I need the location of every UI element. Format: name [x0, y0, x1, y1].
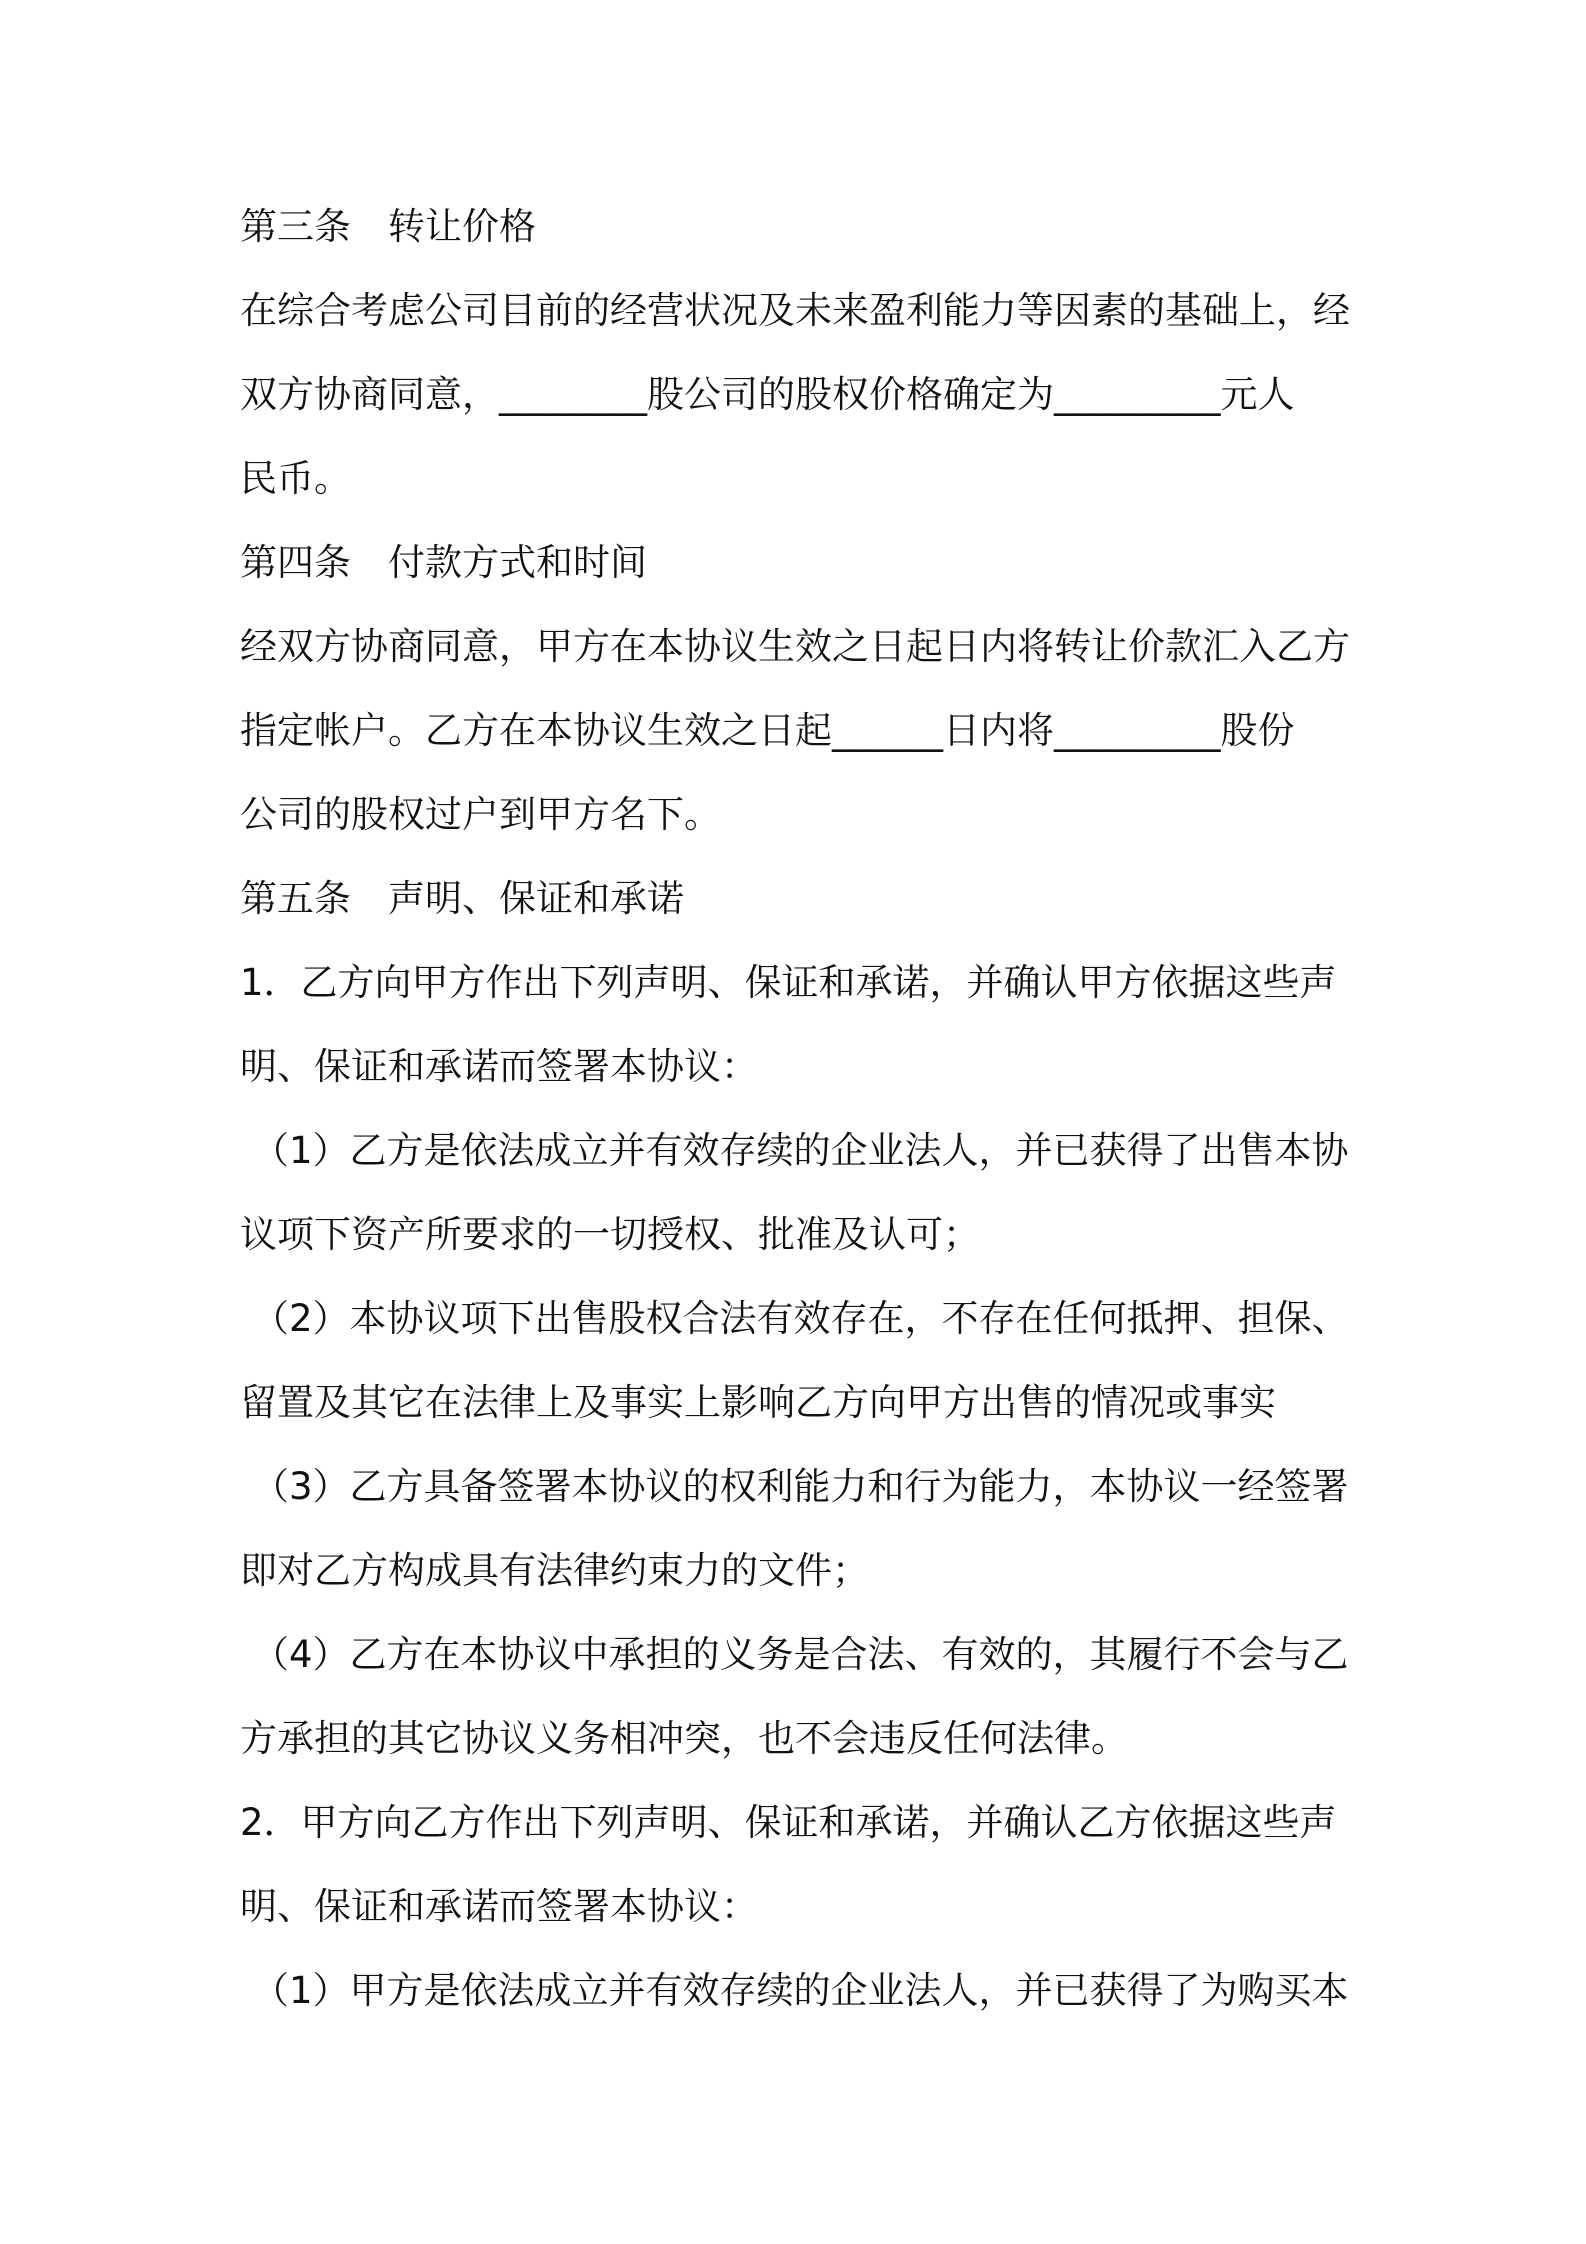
sub-clause-line: （4）乙方在本协议中承担的义务是合法、有效的，其履行不会与乙: [252, 1633, 1349, 1676]
article-5-heading: 第五条 声明、保证和承诺: [240, 877, 684, 920]
paragraph-line: 民币。: [240, 457, 351, 500]
paragraph-line: 经双方协商同意，甲方在本协议生效之日起日内将转让价款汇入乙方: [240, 625, 1350, 668]
sub-clause-line: （3）乙方具备签署本协议的权利能力和行为能力，本协议一经签署: [252, 1465, 1349, 1508]
paragraph-line: 指定帐户。乙方在本协议生效之日起______日内将_________股份: [240, 709, 1295, 752]
clause-2-line: 2．甲方向乙方作出下列声明、保证和承诺，并确认乙方依据这些声: [240, 1801, 1337, 1844]
paragraph-line: 双方协商同意，________股公司的股权价格确定为_________元人: [240, 373, 1295, 416]
article-3-heading: 第三条 转让价格: [240, 205, 536, 248]
sub-clause-line: 即对乙方构成具有法律约束力的文件；: [240, 1549, 869, 1592]
sub-clause-line: 方承担的其它协议义务相冲突，也不会违反任何法律。: [240, 1717, 1128, 1760]
clause-1-line: 1．乙方向甲方作出下列声明、保证和承诺，并确认甲方依据这些声: [240, 961, 1337, 1004]
sub-clause-line: 议项下资产所要求的一切授权、批准及认可；: [240, 1213, 980, 1256]
paragraph-line: 在综合考虑公司目前的经营状况及未来盈利能力等因素的基础上，经: [240, 289, 1350, 332]
sub-clause-line: 留置及其它在法律上及事实上影响乙方向甲方出售的情况或事实: [240, 1381, 1276, 1424]
clause-1-line: 明、保证和承诺而签署本协议：: [240, 1045, 758, 1088]
sub-clause-line: （1）乙方是依法成立并有效存续的企业法人，并已获得了出售本协: [252, 1129, 1349, 1172]
paragraph-line: 公司的股权过户到甲方名下。: [240, 793, 721, 836]
sub-clause-line: （2）本协议项下出售股权合法有效存在，不存在任何抵押、担保、: [252, 1297, 1349, 1340]
article-4-heading: 第四条 付款方式和时间: [240, 541, 647, 584]
sub-clause-line: （1）甲方是依法成立并有效存续的企业法人，并已获得了为购买本: [252, 1969, 1349, 2012]
clause-2-line: 明、保证和承诺而签署本协议：: [240, 1885, 758, 1928]
